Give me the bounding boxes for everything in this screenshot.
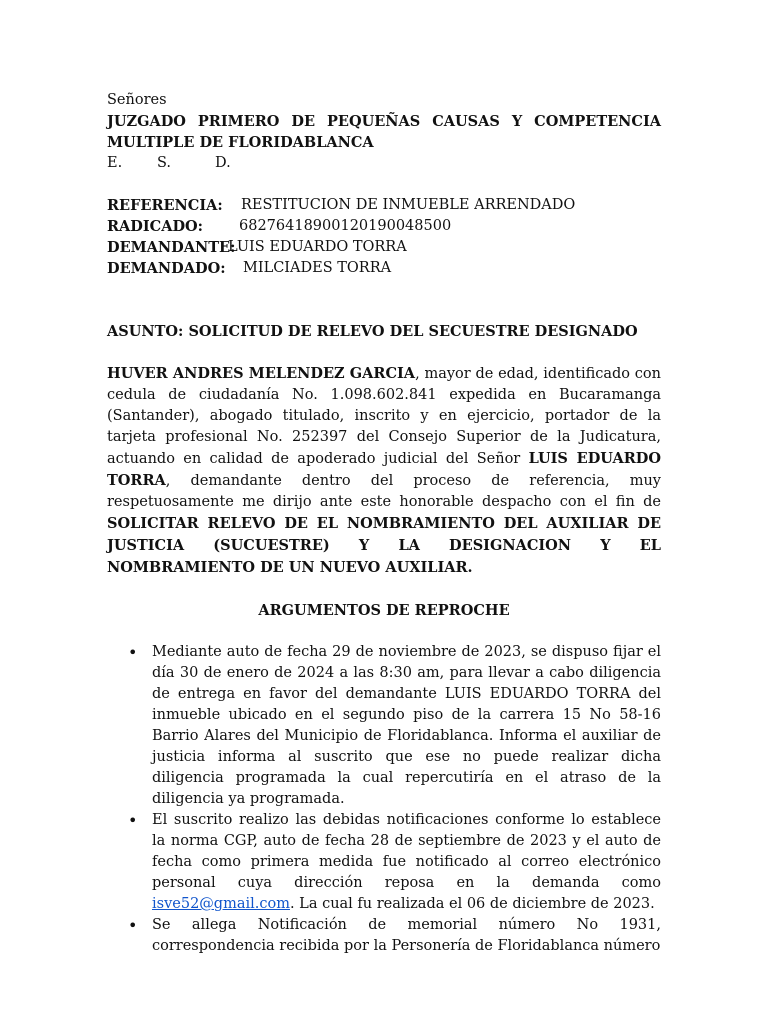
salutation: Señores: [107, 92, 167, 108]
subject-line: ASUNTO: SOLICITUD DE RELEVO DEL SECUESTRE DESIGNADO: [107, 323, 638, 340]
demandado-row: [107, 258, 661, 279]
client-name: LUIS EDUARDO TORRA: [107, 450, 662, 489]
arguments-title: ARGUMENTOS DE REPROCHE: [258, 602, 510, 619]
reference-label: REFERENCIA:: [107, 197, 223, 214]
intro-text-2: , demandante dentro del proceso de referencia, muy respetuosamente me dirijo ante este honorable despacho con el fin de: [107, 473, 661, 510]
radicado-value: 68276418900120190048500: [239, 218, 452, 234]
list-item: • Se allega Notificación de memorial número No 1931, correspondencia recibida por la Personería de Floridablanca número: [107, 915, 661, 957]
demandante-value: LUIS EDUARDO TORRA: [228, 239, 407, 255]
demandado-value: MILCIADES TORRA: [243, 260, 392, 276]
reference-block: [107, 195, 661, 279]
demandante-label: DEMANDANTE:: [107, 239, 236, 256]
intro-text-1: , mayor de edad, identificado con cedula de ciudadanía No. 1.098.602.841 expedida en Bucaramanga (Santander), abogado titulado, inscrito y en ejercicio, portador de la tarjeta profesional No. 252397 del Consejo Superior de la Judicatura, actuando en calidad de apoderado judicial del Señor: [107, 366, 661, 467]
esd-s: S.: [157, 155, 172, 171]
bullet-text-tail: . La cual fu realizada el 06 de diciembre de 2023.: [289, 896, 655, 912]
radicado-row: [107, 216, 661, 237]
radicado-label: RADICADO:: [107, 218, 204, 235]
list-item: • Mediante auto de fecha 29 de noviembre de 2023, se dispuso fijar el día 30 de enero de 2024 a las 8:30 am, para llevar a cabo diligencia de entrega en favor del demandante LUIS EDUARDO TORRA del inmueble ubicado en el segundo piso de la carrera 15 No 58-16 Barrio Alares del Municipio de Floridablanca. Informa el auxiliar de justicia informa al suscrito que ese no puede realizar dicha diligencia programada la cual repercutiría en el atraso de la diligencia ya programada.: [107, 642, 661, 810]
list-item: [107, 810, 661, 915]
bullet-text: El suscrito realizo las debidas notificaciones conforme lo establece la norma CGP, auto de fecha 28 de septiembre de 2023 y el auto de fecha como primera medida fue notificado al correo electrónico personal cuya dirección reposa en la demanda como: [152, 812, 661, 891]
esd-e: E.: [107, 155, 123, 171]
demandado-label: DEMANDADO:: [107, 260, 226, 277]
esd-d: D.: [215, 155, 231, 171]
esd-line: [107, 153, 661, 174]
court-name-line1: JUZGADO PRIMERO DE PEQUEÑAS CAUSAS Y COMPETENCIA: [107, 113, 661, 130]
intro-paragraph: [107, 363, 661, 579]
demandante-row: [107, 237, 661, 258]
document-page: [107, 90, 661, 957]
reference-value: RESTITUCION DE INMUEBLE ARRENDADO: [241, 197, 576, 213]
arguments-list: [107, 642, 661, 957]
attorney-name: HUVER ANDRES MELENDEZ GARCIA: [107, 365, 416, 382]
court-name-line2: MULTIPLE DE FLORIDABLANCA: [107, 134, 374, 151]
reference-row: [107, 195, 661, 216]
email-link[interactable]: isve52@gmail.com: [152, 896, 290, 912]
request-text: SOLICITAR RELEVO DE EL NOMBRAMIENTO DEL AUXILIAR DE JUSTICIA (SUCUESTRE) Y LA DESIGNACION Y EL NOMBRAMIENTO DE UN NUEVO AUXILIAR.: [107, 515, 661, 576]
